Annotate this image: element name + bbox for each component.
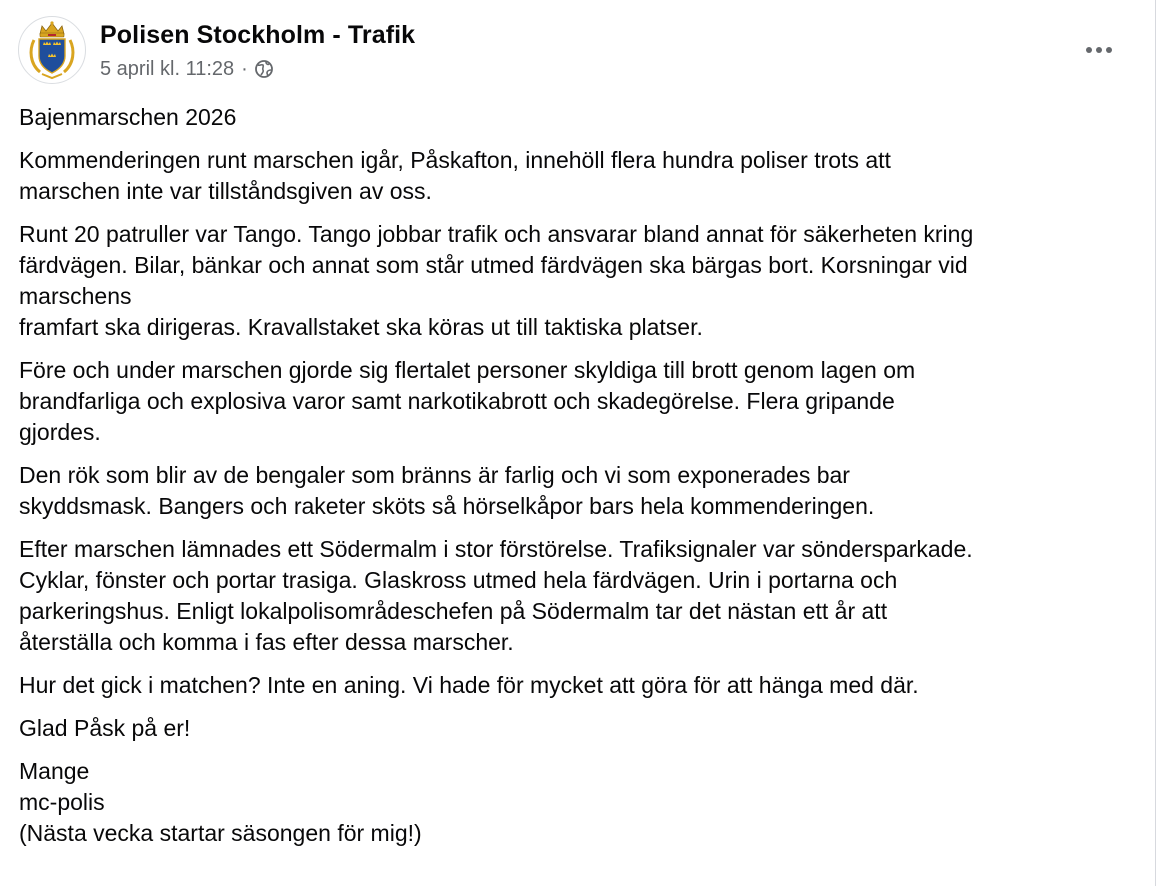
more-options-icon	[1083, 46, 1115, 54]
post-paragraph: Kommenderingen runt marschen igår, Påskafton, innehöll flera hundra poliser trots att marschen inte var tillståndsgiven av oss.	[19, 147, 891, 204]
post-paragraph: Före och under marschen gjorde sig flertalet personer skyldiga till brott genom lagen om brandfarliga och explosiva varor samt narkotikabrott och skadegörelse. Flera gripande gjordes.	[19, 357, 916, 445]
header-text	[100, 20, 415, 81]
avatar[interactable]	[18, 16, 86, 84]
meta-separator: ·	[241, 58, 248, 80]
post-paragraph: Glad Påsk på er!	[19, 715, 191, 741]
globe-icon[interactable]	[254, 59, 274, 79]
post-paragraph: Den rök som blir av de bengaler som bränns är farlig och vi som exponerades bar skyddsmask. Bangers och raketer sköts så hörselkåpor bars hela kommenderingen.	[19, 462, 875, 519]
post-body	[19, 102, 1144, 861]
post-paragraph: Efter marschen lämnades ett Södermalm i stor förstörelse. Trafiksignaler var söndersparkade. Cyklar, fönster och portar trasiga. Glaskross utmed hela färdvägen. Urin i portarna och parkeringshus. Enligt lokalpolisområdeschefen på Södermalm tar det nästan ett år att återställa och komma i fas efter dessa marscher.	[19, 536, 973, 655]
post-paragraph: Mange mc-polis (Nästa vecka startar säsongen för mig!)	[19, 758, 422, 846]
post-meta	[100, 57, 415, 81]
post-timestamp-link[interactable]: 5 april kl. 11:28	[100, 58, 235, 80]
post-paragraph: Runt 20 patruller var Tango. Tango jobbar trafik och ansvarar bland annat för säkerheten kring färdvägen. Bilar, bänkar och annat som står utmed färdvägen ska bärgas bort. Korsningar vid marschens framfart ska dirigeras. Kravallstaket ska köras ut till taktiska platser.	[19, 221, 974, 340]
page-name-link[interactable]: Polisen Stockholm - Trafik	[100, 21, 416, 49]
post-paragraph: Hur det gick i matchen? Inte en aning. Vi hade för mycket att göra för att hänga med där.	[19, 672, 919, 698]
post-header	[18, 16, 415, 86]
post-paragraph: Bajenmarschen 2026	[19, 104, 237, 130]
more-options-button[interactable]	[1079, 34, 1119, 66]
police-crest-icon	[26, 20, 78, 80]
